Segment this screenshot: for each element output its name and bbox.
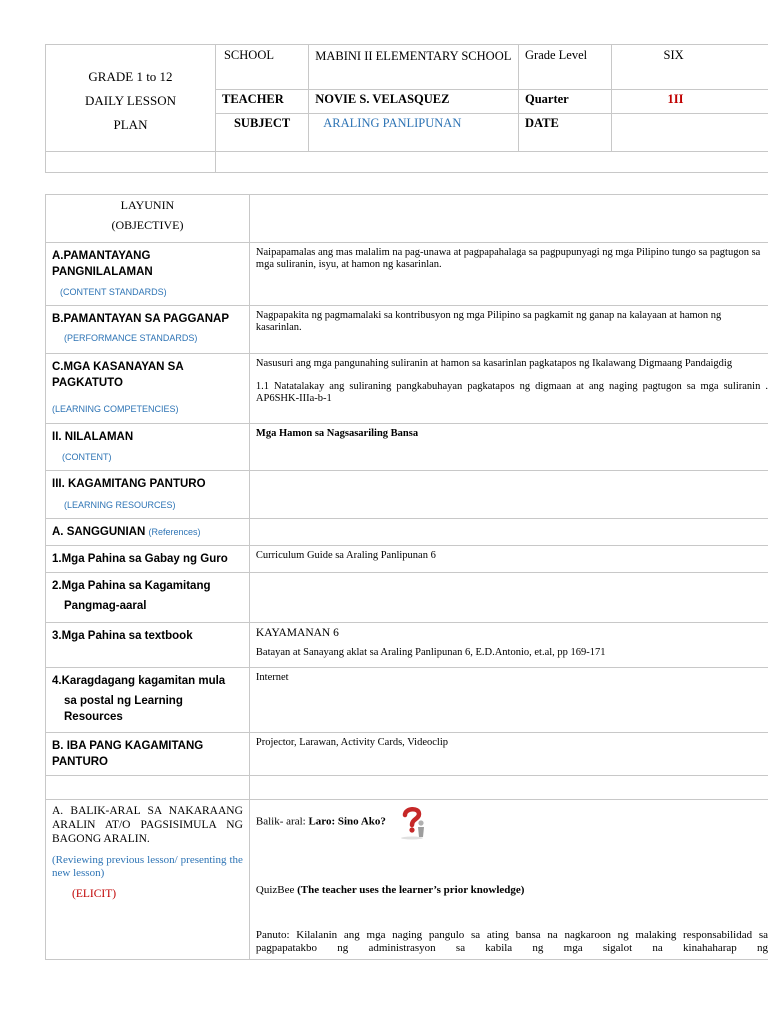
header-table [45,44,768,173]
spacer-left [46,776,250,800]
references-label-cell [46,519,250,546]
content-text: Mga Hamon sa Nagsasariling Bansa [249,424,768,471]
learner-materials-label-2: Pangmag-aaral [64,600,147,612]
lesson-plan-title-cell [46,45,216,152]
objective-blank [249,195,768,243]
grade-level-label: Grade Level [519,45,612,90]
resources-blank [249,471,768,519]
review-line-3: Panuto: Kilalanin ang mga naging pangulo sa ating bansa na nagkaroon ng malaking responsabilidad sa pagpapatakbo ng administrasyon sa kabila ng mga sigalot na kinahaharap ng [255,929,768,954]
competencies-label: C.MGA KASANAYAN SA PAGKATUTO [52,361,184,389]
review-label-cell [46,800,250,960]
review-line-1-prefix: Balik- aral: [255,815,309,828]
content-standards-label: A.PAMANTAYANG PANGNILALAMAN [52,250,153,278]
header-blank-right [215,152,768,173]
references-sub: (References) [148,527,201,537]
school-value: MABINI II ELEMENTARY SCHOOL [309,45,519,90]
header-blank-left [46,152,216,173]
competencies-text-2: 1.1 Natatalakay ang suliraning pangkabuhayan pagkatapos ng digmaan at ang naging pagtugon sa mga suliranin . AP6SHK-IIIa-b-1 [255,381,768,404]
objective-subtitle: (OBJECTIVE) [111,218,184,232]
review-sub: (Reviewing previous lesson/ presenting the new lesson) [52,854,243,879]
content-standards-label-cell [46,243,250,306]
content-standards-sub: (CONTENT STANDARDS) [60,287,167,297]
learner-materials-label-cell [46,573,250,623]
content-sub: (CONTENT) [62,452,112,462]
textbook-text-cell [249,623,768,668]
teacher-label: TEACHER [215,90,308,114]
spacer-right [249,776,768,800]
title-line-3: PLAN [113,117,148,132]
lesson-table [45,194,768,960]
review-label: A. BALIK-ARAL SA NAKARAANG ARALIN AT/O PAGSISIMULA NG BAGONG ARALIN. [52,805,243,845]
additional-label-1: 4.Karagdagang kagamitan mula [52,675,226,687]
quarter-label: Quarter [519,90,612,114]
additional-label-2: sa postal ng Learning Resources [64,695,183,723]
additional-text: Internet [249,668,768,733]
review-line-2-bold: (The teacher uses the learner’s prior knowledge) [297,884,525,896]
question-mark-figure-icon [397,804,427,840]
quarter-value: 1II [611,90,768,114]
title-line-2: DAILY LESSON [84,93,176,108]
competencies-text-cell [249,354,768,424]
review-line-2 [256,884,768,897]
review-line-2-prefix: QuizBee [255,884,298,896]
date-label: DATE [519,114,612,152]
content-label-cell [46,424,250,471]
performance-standards-sub: (PERFORMANCE STANDARDS) [64,333,198,343]
subject-label: SUBJECT [215,114,308,152]
objective-title: LAYUNIN [120,198,175,212]
resources-label: III. KAGAMITANG PANTURO [52,478,206,490]
competencies-text-1: Nasusuri ang mga pangunahing suliranin at hamon sa kasarinlan pagkatapos ng Ikalawang Digmaang Pandaigdig [255,358,733,369]
other-materials-label: B. IBA PANG KAGAMITANG PANTURO [46,733,250,776]
learner-materials-blank [249,573,768,623]
content-label: II. NILALAMAN [52,431,134,443]
learner-materials-label-1: 2.Mga Pahina sa Kagamitang [52,580,211,592]
school-label: SCHOOL [215,45,308,90]
additional-label-cell [46,668,250,733]
performance-standards-label-cell [46,306,250,354]
teacher-guide-label: 1.Mga Pahina sa Gabay ng Guro [46,546,250,573]
textbook-title: KAYAMANAN 6 [255,627,339,639]
title-line-1: GRADE 1 to 12 [88,69,173,84]
review-line-1-bold: Laro: Sino Ako? [308,815,386,828]
references-blank [249,519,768,546]
subject-value: ARALING PANLIPUNAN [309,114,519,152]
review-tag: (ELICIT) [72,888,117,900]
grade-level-value: SIX [611,45,768,90]
teacher-guide-text: Curriculum Guide sa Araling Panlipunan 6 [249,546,768,573]
content-standards-text: Naipapamalas ang mas malalim na pag-unawa at pagpapahalaga sa pagpupunyagi ng mga Pilipino tungo sa pagtugon sa mga suliranin, isyu, at hamon ng kasarinlan. [249,243,768,306]
date-value [611,114,768,152]
review-content-cell [249,800,768,960]
competencies-sub: (LEARNING COMPETENCIES) [52,404,179,414]
performance-standards-label: B.PAMANTAYAN SA PAGGANAP [52,313,229,325]
teacher-value: NOVIE S. VELASQUEZ [309,90,519,114]
resources-label-cell [46,471,250,519]
textbook-label: 3.Mga Pahina sa textbook [46,623,250,668]
performance-standards-text: Nagpapakita ng pagmamalaki sa kontribusyon ng mga Pilipino sa pagkamit ng ganap na kalayaan at hamon ng kasarinlan. [249,306,768,354]
references-label: A. SANGGUNIAN [52,526,146,538]
competencies-label-cell [46,354,250,424]
textbook-citation: Batayan at Sanayang aklat sa Araling Panlipunan 6, E.D.Antonio, et.al, pp 169-171 [255,647,606,658]
objective-cell [46,195,250,243]
resources-sub: (LEARNING RESOURCES) [64,500,176,510]
other-materials-text: Projector, Larawan, Activity Cards, Videoclip [249,733,768,776]
review-line-1 [256,804,768,840]
